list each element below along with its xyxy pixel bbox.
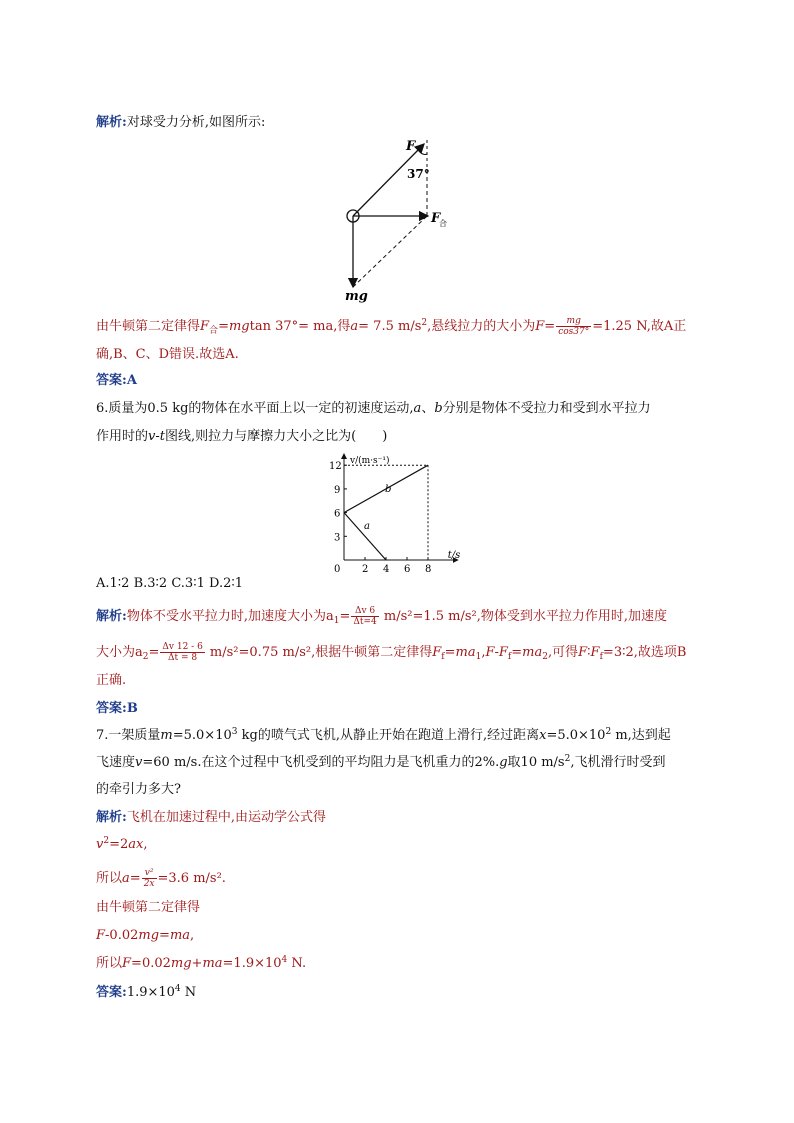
q7-eq2: F-0.02mg=ma,	[96, 928, 195, 943]
q7-answer	[96, 984, 196, 1002]
x-axis-label: t/s	[447, 550, 461, 561]
q6-analysis-line2: 大小为$a_2=$ $\frac{\Delta v 12 - 6}{\Delta t = 8}$ m/s²=0.75 m/s²,根据牛顿第二定律得$F_f=ma_1,F-F_f=ma_2$,可得$F∶F_f=3∶2$,故选项B	[96, 642, 687, 663]
analysis-label: 解析:	[96, 115, 127, 130]
symbol: mg	[228, 319, 250, 334]
angle-arc	[418, 150, 427, 155]
q6-analysis-line1	[96, 606, 667, 627]
force-diagram	[330, 132, 470, 304]
answer-value: B	[126, 701, 138, 716]
label-angle: 37°	[407, 167, 430, 181]
text: 图线,则拉力与摩擦力大小之比为( )	[164, 429, 388, 444]
y-axis-label: v/(m·s⁻¹)	[350, 456, 390, 466]
intro-text: 对球受力分析,如图所示:	[126, 115, 266, 130]
text: =1.25 N,故A正	[592, 319, 687, 334]
y-tick-label: 6	[334, 508, 341, 520]
q6-analysis-line3: 正确.	[96, 673, 127, 688]
label-f: F	[406, 139, 416, 154]
red-span: 物体不受水平拉力时,加速度大小为$a_1=$ $\frac{\Delta v 6}{\Delta t=4}$ m/s²=1.5 m/s²,物体受到水平拉力作用时,加速度	[126, 606, 668, 627]
symbol: b	[434, 401, 443, 416]
fraction: $\frac{\text{v²}}{2x}$	[143, 868, 155, 889]
y-tick-label: 12	[329, 461, 342, 473]
text: tan 37°= ma,得	[249, 319, 351, 334]
text: = 7.5 m/s	[358, 319, 422, 334]
q7-eq1: $v^2=2ax$,	[96, 836, 148, 852]
text: ,悬线拉力的大小为	[427, 319, 536, 334]
x-tick-label: 4	[383, 564, 390, 575]
q5-solution-line1	[96, 316, 686, 337]
text: =	[544, 319, 556, 334]
series-label-b: b	[384, 484, 392, 496]
label-fhe: F	[431, 211, 441, 226]
vt-graph	[320, 450, 470, 575]
answer-value: 1.9×10	[126, 985, 175, 1000]
q7-stem-line3: 的牵引力多大?	[96, 782, 181, 797]
text: 飞机在加速过程中,由运动学公式得	[126, 810, 326, 825]
q7-newton-intro: 由牛顿第二定律得	[96, 900, 201, 915]
y-tick-label: 9	[334, 484, 341, 496]
text: 分别是物体不受拉力和受到水平拉力	[442, 401, 651, 416]
subscript: 合	[209, 326, 219, 336]
q6-options: A.1∶2 B.3∶2 C.3∶1 D.2∶1	[96, 576, 244, 591]
symbol: v-t	[148, 429, 165, 444]
symbol: a	[350, 319, 359, 334]
superscript: 2	[421, 318, 428, 328]
fraction: $\frac{mg}{\cos 37^\circ}$	[558, 316, 590, 337]
q5-analysis-intro	[96, 114, 265, 132]
x-tick-label: 6	[404, 564, 411, 575]
y-tick-label: 3	[334, 532, 341, 544]
q7-analysis-line1	[96, 809, 326, 827]
x-tick-label: 2	[362, 564, 369, 575]
series-label-a: a	[363, 521, 370, 533]
q7-stem-line2: 飞速度v=60 m/s.在这个过程中飞机受到的平均阻力是飞机重力的2%.g取10 $m/s^2$,飞机滑行时受到	[96, 754, 666, 770]
symbol: F	[535, 319, 545, 334]
label-mg: mg	[345, 289, 368, 304]
answer-value: A	[126, 373, 137, 388]
fraction: $\frac{\Delta v 6}{\Delta t=4}$	[353, 606, 377, 627]
q7-accel-result: 所以a= $\frac{\text{v²}}{2x}$ =3.6 m/s².	[96, 868, 226, 889]
q5-answer	[96, 372, 137, 390]
analysis-label: 解析:	[96, 609, 127, 624]
label-fhe-sub: 合	[439, 219, 447, 228]
answer-unit: N	[180, 985, 197, 1000]
symbol: a	[413, 401, 422, 416]
symbol: F	[200, 319, 210, 334]
answer-label: 答案:	[96, 373, 127, 388]
text: 6.质量为0.5 kg的物体在水平面上以一定的初速度运动,	[96, 401, 414, 416]
x-tick-label: 8	[425, 564, 432, 575]
q6-stem-line1	[96, 400, 651, 418]
q7-force-result: 所以$F=0.02mg+ma=1.9\times 10^4$ N.	[96, 955, 307, 971]
origin-label: 0	[334, 564, 341, 575]
text: =	[218, 319, 229, 334]
fraction: $\frac{\Delta v 12 - 6}{\Delta t = 8}$	[162, 642, 203, 663]
answer-label: 答案:	[96, 701, 127, 716]
q7-stem-line1: 7.一架质量$m=5.0\times 10^3$ kg的喷气式飞机,从静止开始在跑道上滑行,经过距离$x=5.0\times 10^2$ m,达到起	[96, 727, 671, 743]
q6-answer	[96, 700, 138, 718]
q5-solution-line2: 确,B、C、D错误.故选A.	[96, 347, 239, 362]
dashed-parallel-1	[353, 216, 427, 287]
answer-label: 答案:	[96, 985, 127, 1000]
q6-stem-line2	[96, 428, 387, 446]
text: 、	[421, 401, 435, 416]
series-line-a	[344, 513, 386, 560]
text: 作用时的	[96, 429, 149, 444]
analysis-label: 解析:	[96, 810, 127, 825]
text: 由牛顿第二定律得	[96, 319, 201, 334]
answer-sup: 4	[174, 984, 181, 994]
